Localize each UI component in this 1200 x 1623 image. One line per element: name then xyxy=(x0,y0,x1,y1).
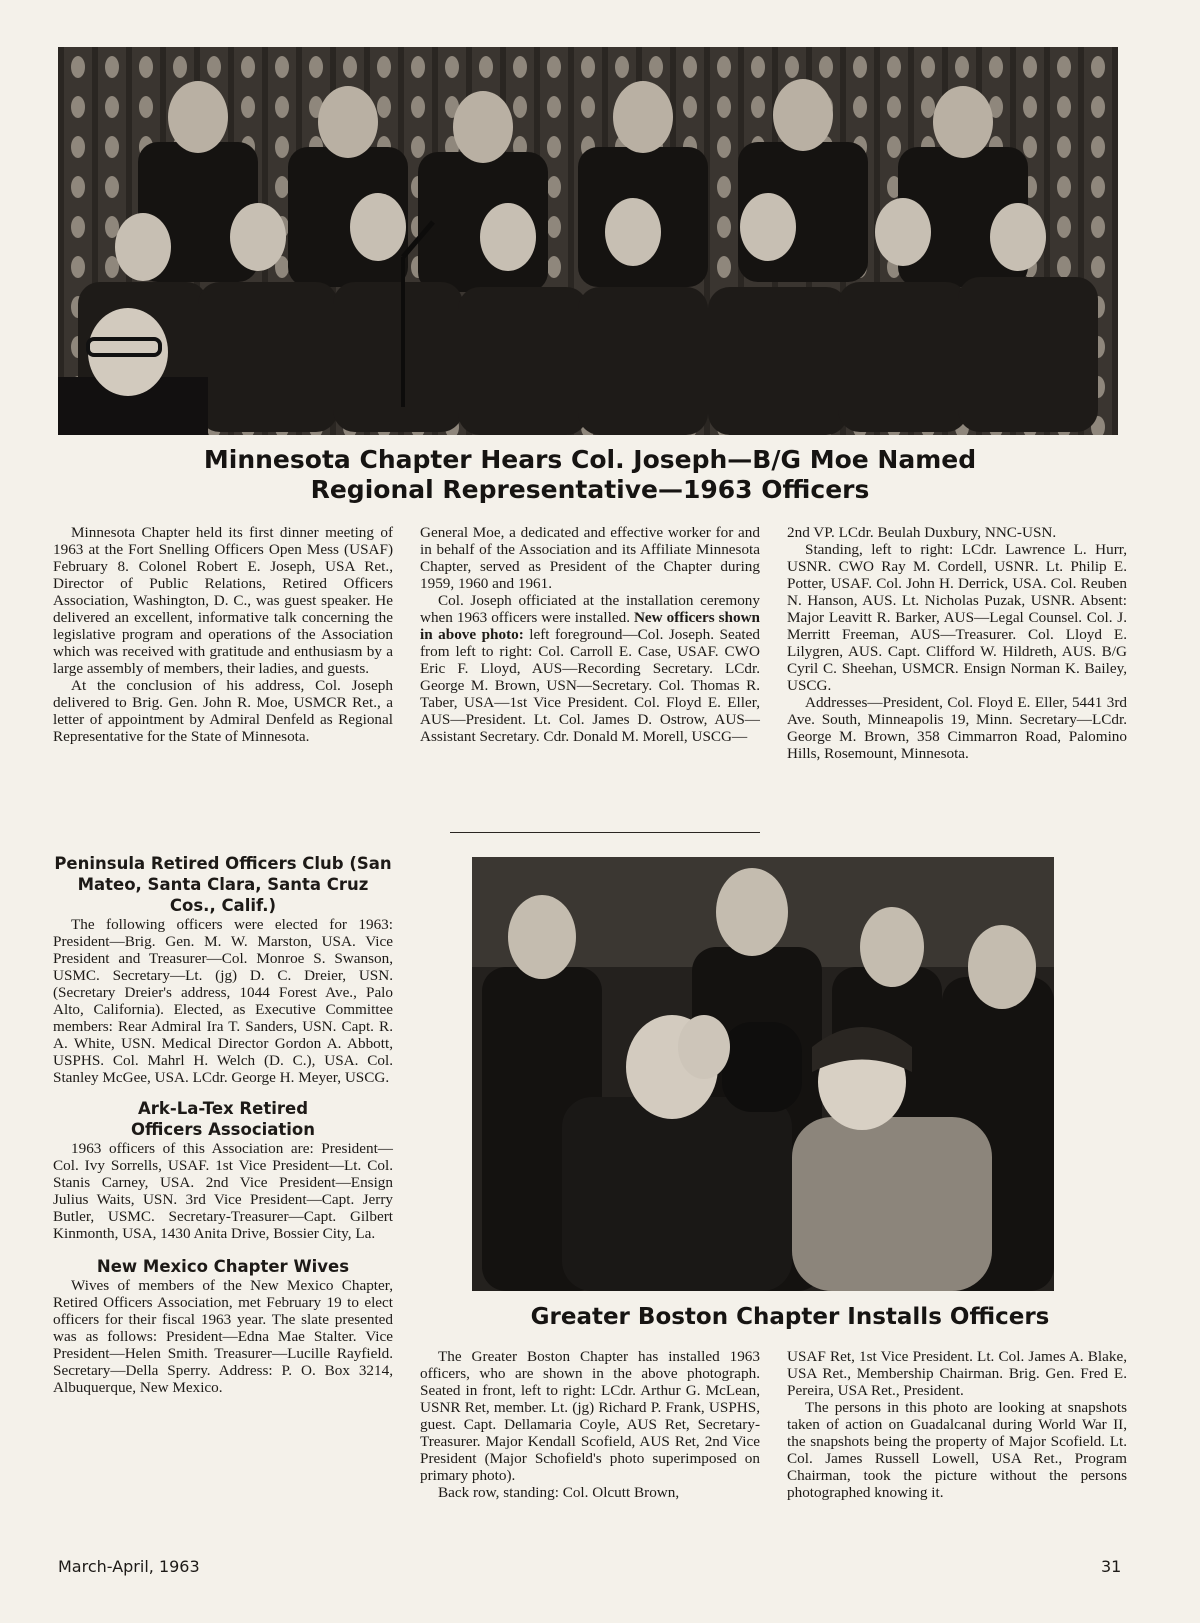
minnesota-col2-para2-bold: New officers shown in above photo: xyxy=(420,609,761,643)
arklatex-heading: Ark-La-Tex Retired Officers Association xyxy=(130,1099,316,1139)
section-divider xyxy=(450,832,760,833)
minnesota-col3-para3: Addresses—President, Col. Floyd E. Eller, 5441 3rd Ave. South, Minneapolis 19, Minn. Secretary—LCdr. George M. Brown, 358 Cimmarron Road, Palomino Hills, Rosemount, Minnesota. xyxy=(787,694,1127,762)
minnesota-col3-para1: 2nd VP. LCdr. Beulah Duxbury, NNC-USN. xyxy=(787,524,1057,541)
boston-group-photo xyxy=(472,857,1054,1291)
minnesota-headline-line2: Regional Representative—1963 Officers xyxy=(310,474,870,504)
newmexico-heading: New Mexico Chapter Wives xyxy=(96,1257,350,1276)
minnesota-photo-illustration xyxy=(58,47,1118,435)
minnesota-col1-para1: Minnesota Chapter held its first dinner meeting of 1963 at the Fort Snelling Officers Open Mess (USAF) February 8. Colonel Robert E. Joseph, USA Ret., Director of Public Relations, Retired Officers Association, Washington, D. C., was guest speaker. He delivered an excellent, informative talk concerning the legislative program and operations of the Association which was received with gratitude and enthusiasm by a large assembly of members, their ladies, and guests. xyxy=(53,524,393,677)
minnesota-col3-para2: Standing, left to right: LCdr. Lawrence L. Hurr, USNR. CWO Ray M. Cordell, USNR. Lt. Philip E. Potter, USAF. Col. John H. Derrick, USA. Col. Reuben N. Hanson, AUS. Lt. Nicholas Puzak, USNR. Absent: Major Leavitt R. Barker, AUS—Legal Counsel. Col. J. Merritt Freeman, AUS—Treasurer. Col. Lloyd E. Lilygren, AUS. Capt. Clifford W. Hildreth, AUS. B/G Cyril C. Sheehan, USMCR. Ensign Norman K. Bailey, USCG. xyxy=(787,541,1127,694)
minnesota-col2-para1: General Moe, a dedicated and effective worker for and in behalf of the Association and its Affiliate Minnesota Chapter, served as President of the Chapter during 1959, 1960 and 1961. xyxy=(420,524,760,592)
left-news-column xyxy=(53,853,393,1396)
minnesota-group-photo xyxy=(58,47,1118,435)
minnesota-column-2 xyxy=(420,524,760,745)
boston-col2-para2: The persons in this photo are looking at snapshots taken of action on Guadalcanal during World War II, the snapshots being the property of Major Scofield. Lt. Col. James Russell Lowell, USA Ret., Program Chairman, took the picture without the persons photographed knowing it. xyxy=(787,1399,1127,1501)
boston-col2-para1: USAF Ret, 1st Vice President. Lt. Col. James A. Blake, USA Ret., Membership Chairman. Brig. Gen. Fred E. Pereira, USA Ret., President. xyxy=(787,1348,1127,1399)
minnesota-col2-para2-b: left foreground—Col. Joseph. Seated from left to right: Col. Carroll E. Case, USAF. CWO Eric F. Lloyd, AUS—Recording Secretary. LCdr. George M. Brown, USN—Secretary. Col. Thomas R. Taber, USA—1st Vice President. Col. Floyd E. Eller, AUS—President. Lt. Col. James D. Ostrow, AUS—Assistant Secretary. Cdr. Donald M. Morell, USCG— xyxy=(420,626,760,745)
minnesota-col1-para2: At the conclusion of his address, Col. Joseph delivered to Brig. Gen. John R. Moe, USMCR Ret., a letter of appointment by Admiral Denfeld as Regional Representative for the State of Minnesota. xyxy=(53,677,393,745)
minnesota-col2-para2 xyxy=(420,592,760,745)
newmexico-body: Wives of members of the New Mexico Chapter, Retired Officers Association, met February 19 to elect officers for their fiscal 1963 year. The slate presented was as follows: President—Edna Mae Stalter. Vice President—Helen Smith. Treasurer—Lucille Rayfield. Secretary—Della Sperry. Address: P. O. Box 3214, Albuquerque, New Mexico. xyxy=(53,1277,393,1396)
peninsula-heading: Peninsula Retired Officers Club (San Mateo, Santa Clara, Santa Cruz Cos., Calif.) xyxy=(54,854,392,915)
minnesota-column-3 xyxy=(787,524,1127,762)
boston-column-2 xyxy=(787,1348,1127,1501)
peninsula-body: The following officers were elected for 1963: President—Brig. Gen. M. W. Marston, USA. Vice President and Treasurer—Col. Monroe S. Swanson, USMC. Secretary—Lt. (jg) D. C. Dreier, USN. (Secretary Dreier's address, 1044 Forest Ave., Palo Alto, California). Elected, as Executive Committee members: Rear Admiral Ira T. Sanders, USN. Capt. R. A. White, USN. Medical Director Gordon A. Abbott, USPHS. Col. Mahrl H. Welch (D. C.), USA. Col. Stanley McGee, USA. LCdr. George H. Meyer, USCG. xyxy=(53,916,393,1086)
boston-col1-para2: Back row, standing: Col. Olcutt Brown, xyxy=(438,1484,680,1501)
boston-col1-para1: The Greater Boston Chapter has installed 1963 officers, who are shown in the above photograph. Seated in front, left to right: LCdr. Arthur G. McLean, USNR Ret, member. Lt. (jg) Richard P. Frank, USPHS, guest. Capt. Dellamaria Coyle, AUS Ret, Secretary-Treasurer. Major Kendall Scofield, AUS Ret, 2nd Vice President (Major Schofield's photo superimposed on primary photo). xyxy=(420,1348,760,1484)
boston-column-1 xyxy=(420,1348,760,1501)
footer-date: March-April, 1963 xyxy=(58,1557,200,1576)
boston-photo-illustration xyxy=(472,857,1054,1291)
arklatex-body: 1963 officers of this Association are: President—Col. Ivy Sorrells, USAF. 1st Vice President—Lt. Col. Stanis Carney, USA. 2nd Vice President—Ensign Julius Waits, USN. 3rd Vice President—Capt. Jerry Butler, USMC. Secretary-Treasurer—Capt. Gilbert Kinmonth, USA, 1430 Anita Drive, Bossier City, La. xyxy=(53,1140,393,1242)
page-number: 31 xyxy=(1101,1557,1122,1576)
minnesota-col2-para2-a: Col. Joseph officiated at the installation ceremony when 1963 officers were installed. xyxy=(420,592,760,626)
minnesota-column-1 xyxy=(53,524,393,745)
minnesota-headline-line1: Minnesota Chapter Hears Col. Joseph—B/G Moe Named xyxy=(203,445,977,474)
boston-headline: Greater Boston Chapter Installs Officers xyxy=(530,1304,1050,1330)
minnesota-headline xyxy=(120,445,1060,504)
